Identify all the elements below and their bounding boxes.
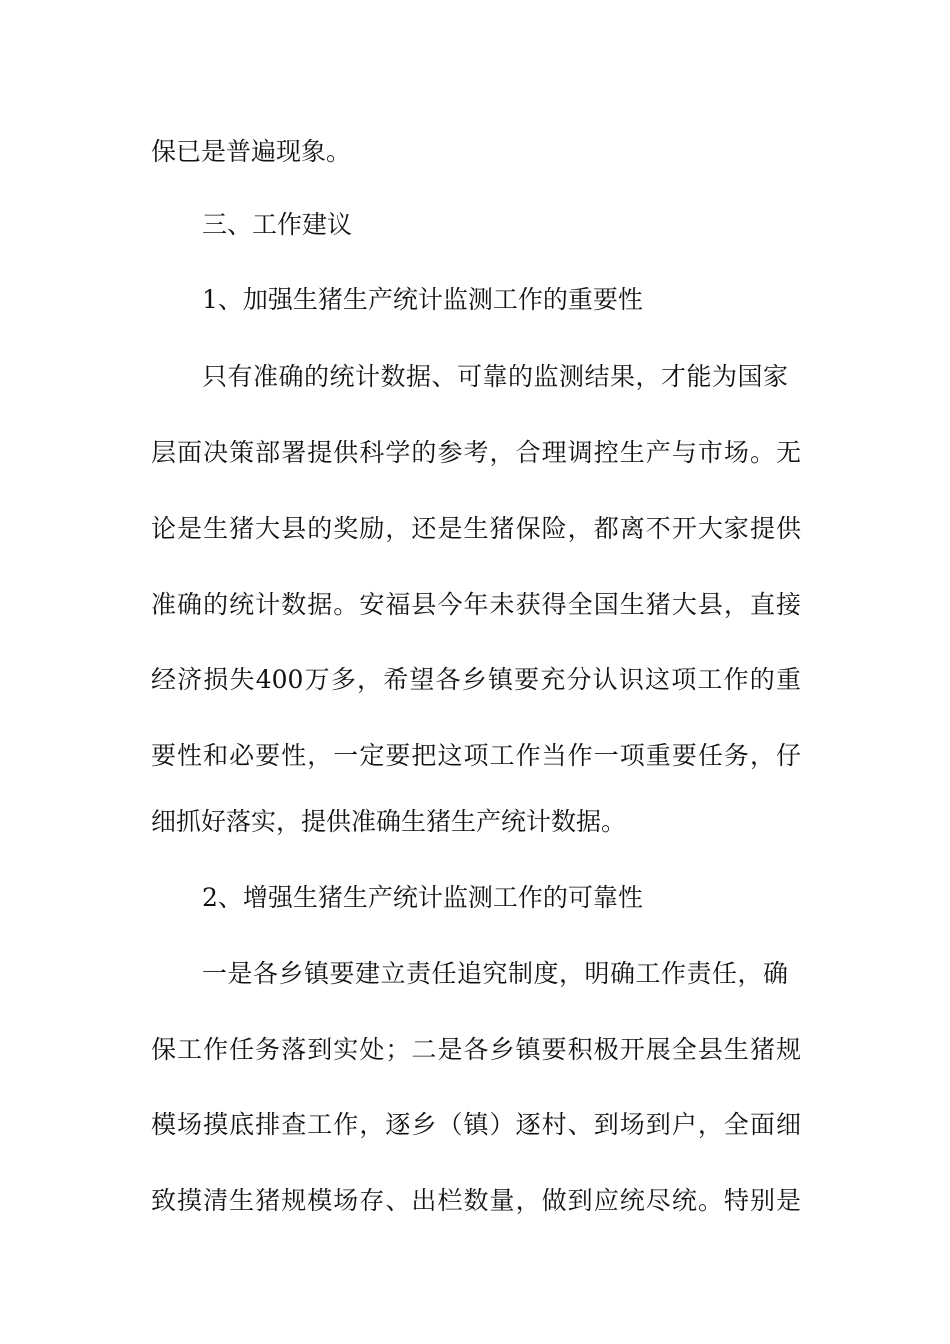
section-heading: 三、工作建议 bbox=[202, 210, 353, 239]
body-text-line: 准确的统计数据。安福县今年未获得全国生猪大县，直接 bbox=[151, 590, 801, 619]
subsection-heading: 1、加强生猪生产统计监测工作的重要性 bbox=[202, 285, 643, 314]
subsection-heading: 2、增强生猪生产统计监测工作的可靠性 bbox=[202, 883, 643, 912]
paragraph-first-line: 只有准确的统计数据、可靠的监测结果，才能为国家 bbox=[202, 362, 788, 391]
body-text-line: 经济损失400万多，希望各乡镇要充分认识这项工作的重 bbox=[151, 665, 801, 694]
body-text-line: 要性和必要性，一定要把这项工作当作一项重要任务，仔 bbox=[151, 741, 801, 770]
body-text-line: 论是生猪大县的奖励，还是生猪保险，都离不开大家提供 bbox=[151, 514, 801, 543]
body-text-line: 保已是普遍现象。 bbox=[151, 137, 352, 166]
body-text-line: 模场摸底排查工作，逐乡（镇）逐村、到场到户，全面细 bbox=[151, 1110, 801, 1139]
body-text-line: 层面决策部署提供科学的参考，合理调控生产与市场。无 bbox=[151, 438, 801, 467]
paragraph-first-line: 一是各乡镇要建立责任追究制度，明确工作责任，确 bbox=[202, 959, 788, 988]
body-text-line: 保工作任务落到实处；二是各乡镇要积极开展全县生猪规 bbox=[151, 1035, 801, 1064]
body-text-line: 致摸清生猪规模场存、出栏数量，做到应统尽统。特别是 bbox=[151, 1186, 801, 1215]
body-text-line: 细抓好落实，提供准确生猪生产统计数据。 bbox=[151, 807, 627, 836]
